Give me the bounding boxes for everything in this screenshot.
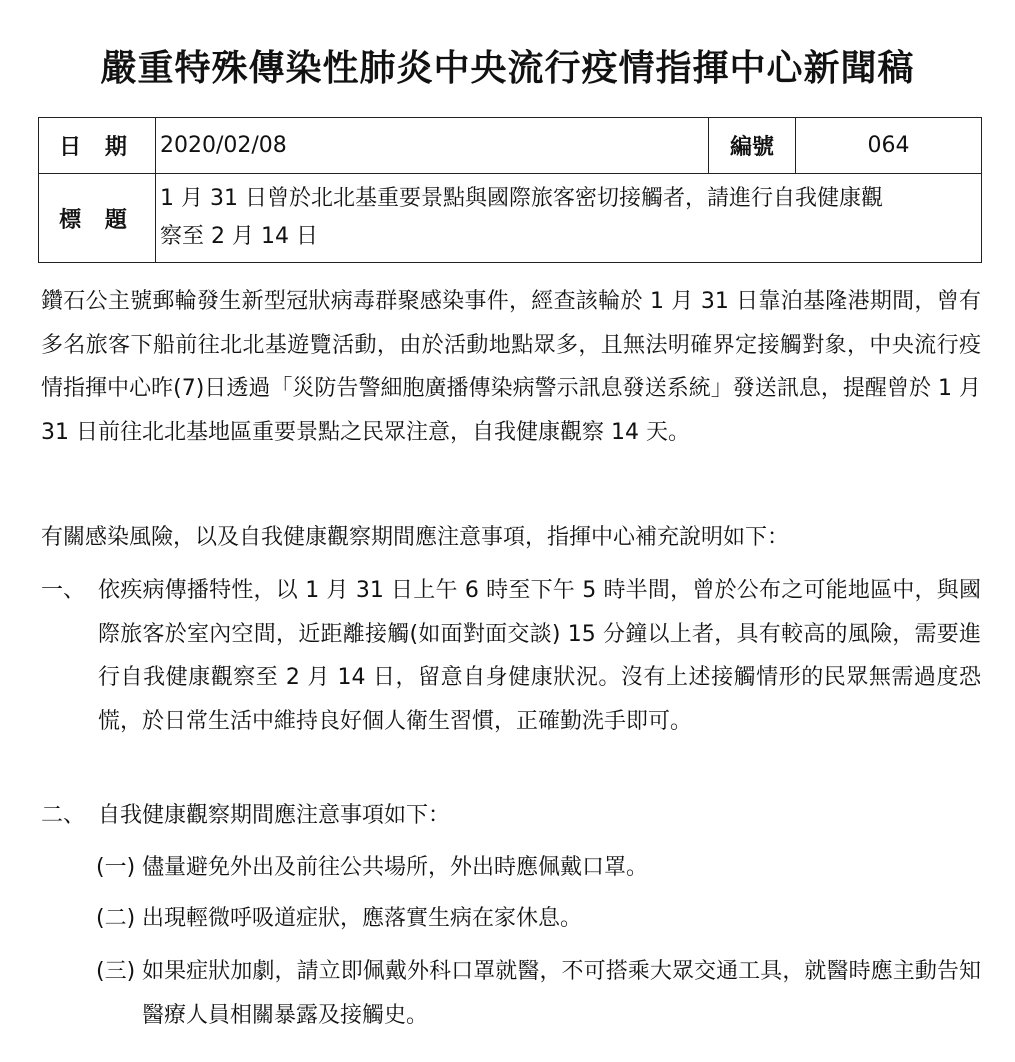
paragraph-2: 有關感染風險，以及自我健康觀察期間應注意事項，指揮中心補充說明如下： [41, 525, 790, 550]
sub-item-number: (三) [96, 959, 136, 984]
subject-value [156, 174, 982, 263]
subject-line-2: 察至 2 月 14 日 [160, 224, 318, 249]
info-row-date [39, 118, 982, 174]
document-title: 嚴重特殊傳染性肺炎中央流行疫情指揮中心新聞稿 [100, 48, 915, 89]
list-item-number: 一、 [41, 578, 86, 603]
sub-item-number: (一) [96, 855, 136, 880]
sub-item-text: 儘量避免外出及前往公共場所，外出時應佩戴口罩。 [142, 855, 649, 880]
subject-label-cell [39, 174, 156, 263]
number-value: 064 [796, 118, 982, 174]
info-row-subject [39, 174, 982, 263]
date-value: 2020/02/08 [156, 118, 709, 174]
paragraph-1: 鑽石公主號郵輪發生新型冠狀病毒群聚感染事件，經查該輪於 1 月 31 日靠泊基隆港期間，曾有多名旅客下船前往北北基遊覽活動，由於活動地點眾多，且無法明確界定接觸對象，中央流行疫情指揮中心昨(7)日透過「災防告警細胞廣播傳染病警示訊息發送系統」發送訊息，提醒曾於 1 月 31 日前往北北基地區重要景點之民眾注意，自我健康觀察 14 天。 [41, 289, 981, 445]
subject-line-1: 1 月 31 日曾於北北基重要景點與國際旅客密切接觸者，請進行自我健康觀 [160, 186, 883, 211]
subject-label: 標 題 [59, 207, 135, 233]
list-item-text: 自我健康觀察期間應注意事項如下： [98, 803, 451, 828]
date-label-cell [39, 118, 156, 174]
sub-item-text: 出現輕微呼吸道症狀，應落實生病在家休息。 [142, 906, 583, 931]
sub-item-number: (二) [96, 906, 136, 931]
date-label: 日 期 [59, 135, 135, 160]
info-table [38, 117, 982, 263]
list-item-number: 二、 [41, 803, 86, 828]
list-item-text: 依疾病傳播特性，以 1 月 31 日上午 6 時至下午 5 時半間，曾於公布之可能地區中，與國際旅客於室內空間，近距離接觸(如面對面交談) 15 分鐘以上者，具有較高的風險，需要進行自我健康觀察至 2 月 14 日，留意自身健康狀況。沒有上述接觸情形的民眾無需過度恐慌，於日常生活中維持良好個人衛生習慣，正確勤洗手即可。 [98, 578, 981, 734]
sub-item-text: 如果症狀加劇，請立即佩戴外科口罩就醫，不可搭乘大眾交通工具，就醫時應主動告知醫療人員相關暴露及接觸史。 [142, 959, 981, 1028]
number-label: 編號 [709, 118, 796, 174]
